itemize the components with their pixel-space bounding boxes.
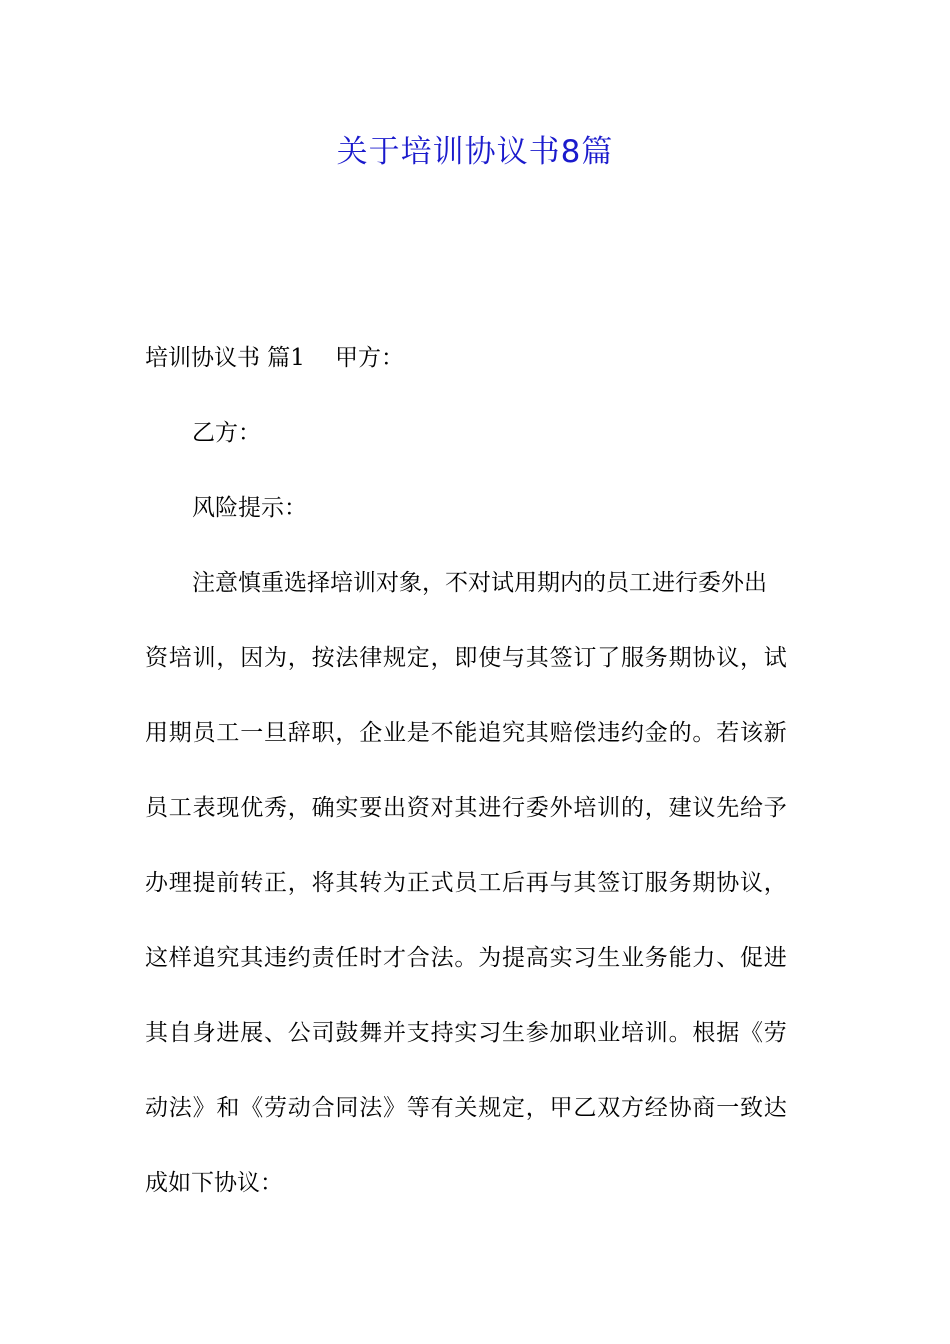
party-b-label: 乙方： bbox=[192, 420, 261, 446]
paragraph-line-6: 这样追究其违约责任时才合法。为提高实习生业务能力、促进 bbox=[145, 945, 788, 971]
paragraph-line-5: 办理提前转正，将其转为正式员工后再与其签订服务期协议， bbox=[145, 870, 788, 896]
paragraph-line-7: 其自身进展、公司鼓舞并支持实习生参加职业培训。根据《劳 bbox=[145, 1020, 788, 1046]
section-heading-line bbox=[145, 340, 404, 376]
paragraph-line-2: 资培训，因为，按法律规定，即使与其签订了服务期协议，试 bbox=[145, 645, 788, 671]
risk-notice-title: 风险提示： bbox=[192, 495, 307, 521]
paragraph-line-8: 动法》和《劳动合同法》等有关规定，甲乙双方经协商一致达 bbox=[145, 1095, 788, 1121]
section-heading: 培训协议书 篇1 bbox=[145, 345, 305, 371]
paragraph-line-3: 用期员工一旦辞职，企业是不能追究其赔偿违约金的。若该新 bbox=[145, 720, 788, 746]
paragraph-line-1: 注意慎重选择培训对象，不对试用期内的员工进行委外出 bbox=[192, 570, 767, 596]
document-title: 关于培训协议书8篇 bbox=[336, 134, 614, 170]
paragraph-line-4: 员工表现优秀，确实要出资对其进行委外培训的，建议先给予 bbox=[145, 795, 788, 821]
paragraph-line-9: 成如下协议： bbox=[145, 1170, 283, 1196]
party-a-label: 甲方： bbox=[334, 345, 404, 371]
